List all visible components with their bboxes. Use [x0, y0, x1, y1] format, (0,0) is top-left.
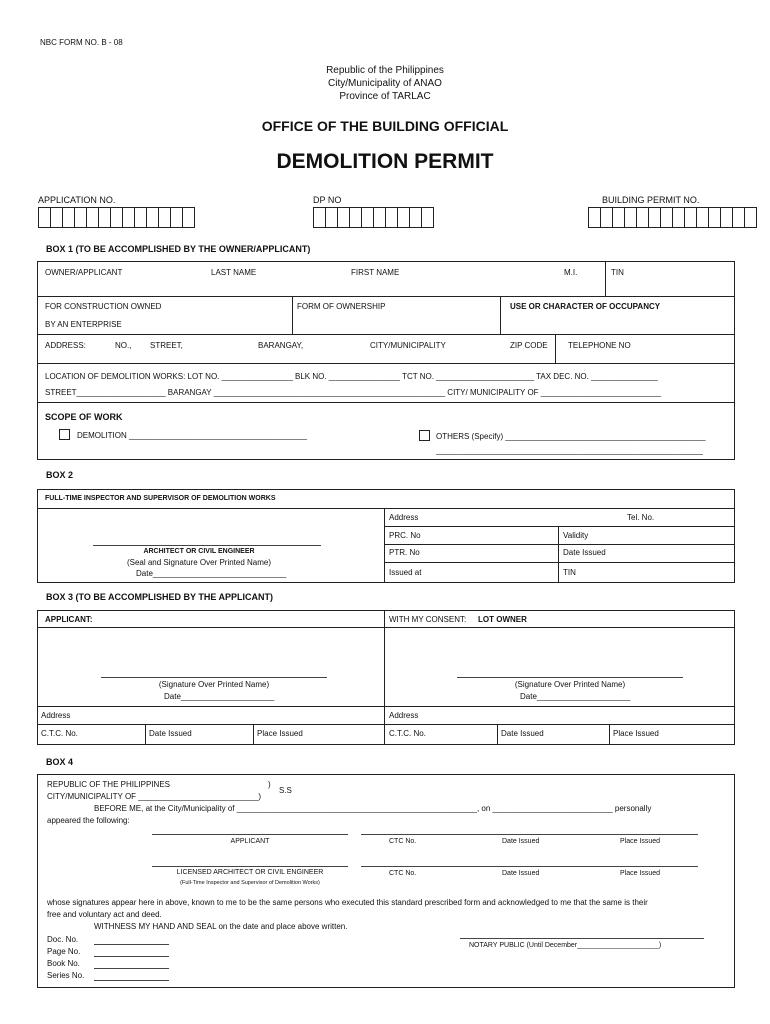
box2-title: BOX 2: [46, 470, 74, 480]
header-block: [235, 64, 535, 103]
issued-at-label: Issued at: [389, 568, 422, 577]
ptr-no-label: PTR. No: [389, 548, 420, 557]
for-construction-label: FOR CONSTRUCTION OWNED: [45, 302, 162, 311]
consent-label: WITH MY CONSENT:: [389, 615, 467, 624]
box4-applicant-label: APPLICANT: [230, 838, 270, 845]
office-title: OFFICE OF THE BUILDING OFFICIAL: [261, 118, 509, 134]
box4-licensed-label: LICENSED ARCHITECT OR CIVIL ENGINEER: [176, 869, 324, 876]
application-no-cells[interactable]: [38, 207, 195, 228]
architect-label: ARCHITECT OR CIVIL ENGINEER: [143, 548, 255, 555]
place-issued-left-label: Place Issued: [257, 729, 303, 738]
last-name-label: LAST NAME: [211, 268, 257, 277]
city-muni-label: CITY/MUNICIPALITY: [370, 341, 446, 350]
demolition-checkbox[interactable]: [59, 429, 70, 440]
applicant-label: APPLICANT:: [45, 615, 93, 624]
ctc-left-label: C.T.C. No.: [41, 729, 78, 738]
mi-label: M.I.: [564, 268, 578, 277]
box4-free: free and voluntary act and deed.: [47, 910, 162, 919]
box4-place-issued-2: Place Issued: [620, 870, 661, 877]
seal-label: (Seal and Signature Over Printed Name): [126, 558, 272, 567]
inspector-header: FULL-TIME INSPECTOR AND SUPERVISOR OF DEMOLITION WORKS: [45, 495, 276, 502]
date-issued-left-label: Date Issued: [149, 729, 192, 738]
city-text: City/Municipality of ANAO: [328, 78, 442, 89]
building-permit-no-cells[interactable]: [588, 207, 757, 228]
date-left[interactable]: Date_____________________: [164, 692, 275, 701]
republic-text: Republic of the Philippines: [326, 65, 444, 76]
building-permit-no-label: BUILDING PERMIT NO.: [602, 195, 700, 205]
place-issued-right-label: Place Issued: [613, 729, 659, 738]
street-line[interactable]: STREET____________________ BARANGAY ____________________________________________________ CITY/ MUNICIPALITY OF ___________________________: [45, 388, 661, 397]
box4-appeared: appeared the following:: [47, 816, 130, 825]
box4-paren: ): [268, 780, 271, 789]
tin-label: TIN: [611, 268, 624, 277]
zip-label: ZIP CODE: [510, 341, 548, 350]
first-name-label: FIRST NAME: [351, 268, 400, 277]
barangay-label: BARANGAY,: [258, 341, 304, 350]
others-label: OTHERS (Specify) _____________________________________________: [436, 432, 706, 441]
box4-witness: WITHNESS MY HAND AND SEAL on the date and place above written.: [94, 922, 348, 931]
box3-title: BOX 3 (TO BE ACCOMPLISHED BY THE APPLICANT): [46, 592, 274, 602]
form-number: NBC FORM NO. B - 08: [40, 38, 123, 47]
location-line[interactable]: LOCATION OF DEMOLITION WORKS: LOT NO. ________________ BLK NO. ________________ TCT NO. ______________________ TAX DEC. NO. _______________: [45, 372, 658, 381]
dp-no-cells[interactable]: [313, 207, 434, 228]
box4-title: BOX 4: [46, 757, 74, 767]
box4-before-me[interactable]: BEFORE ME, at the City/Municipality of ______________________________________________________, on ___________________________ personally: [94, 804, 652, 813]
telephone-label: TELEPHONE NO: [568, 341, 631, 350]
box1-title: BOX 1 (TO BE ACCOMPLISHED BY THE OWNER/APPLICANT): [46, 244, 311, 254]
no-label: NO.,: [115, 341, 132, 350]
notary-public-label: NOTARY PUBLIC (Until December_____________________): [469, 942, 662, 949]
doc-no-label: Doc. No.: [47, 935, 79, 944]
dp-no-label: DP NO: [313, 195, 342, 205]
address-label: ADDRESS:: [45, 341, 86, 350]
address-right-label: Address: [389, 711, 419, 720]
ctc-right-label: C.T.C. No.: [389, 729, 426, 738]
box4-ctc-no-1: CTC No.: [389, 838, 417, 845]
box4-date-issued-1: Date Issued: [502, 838, 540, 845]
box4-whose: whose signatures appear here in above, known to me to be the same persons who executed this standard prescribed form and acknowledged to me that the same is their: [47, 898, 648, 907]
use-occupancy-label: USE OR CHARACTER OF OCCUPANCY: [510, 302, 661, 311]
page-title: DEMOLITION PERMIT: [276, 150, 494, 173]
sig-left-label: (Signature Over Printed Name): [158, 680, 270, 689]
prc-no-label: PRC. No: [389, 531, 421, 540]
box4-place-issued-1: Place Issued: [620, 838, 661, 845]
scope-of-work-label: SCOPE OF WORK: [45, 412, 123, 422]
box4-date-issued-2: Date Issued: [502, 870, 540, 877]
others-line2[interactable]: ____________________________________________________________: [436, 446, 703, 455]
date-issued-right-label: Date Issued: [501, 729, 544, 738]
demolition-label: DEMOLITION ________________________________________: [77, 431, 307, 440]
series-no-label: Series No.: [47, 971, 85, 980]
others-checkbox[interactable]: [419, 430, 430, 441]
address-left-label: Address: [41, 711, 71, 720]
province-text: Province of TARLAC: [339, 91, 431, 102]
box2-tin-label: TIN: [563, 568, 576, 577]
date-right[interactable]: Date_____________________: [520, 692, 631, 701]
box4-city-of[interactable]: CITY/MUNICIPALITY OF ___________________________): [47, 792, 262, 801]
box4-ss: S.S: [279, 786, 292, 795]
application-no-label: APPLICATION NO.: [38, 195, 116, 205]
architect-date[interactable]: Date______________________________: [136, 569, 287, 578]
street-label: STREET,: [150, 341, 183, 350]
validity-label: Validity: [563, 531, 589, 540]
by-enterprise-label: BY AN ENTERPRISE: [45, 320, 122, 329]
tel-no-label: Tel. No.: [627, 513, 655, 522]
page-no-label: Page No.: [47, 947, 81, 956]
owner-applicant-label: OWNER/APPLICANT: [45, 268, 123, 277]
sig-right-label: (Signature Over Printed Name): [514, 680, 626, 689]
book-no-label: Book No.: [47, 959, 80, 968]
box4-republic: REPUBLIC OF THE PHILIPPINES: [47, 780, 170, 789]
box4-fulltime-label: (Full-Time Inspector and Supervisor of Demolition Works): [180, 880, 320, 886]
box4-ctc-no-2: CTC No.: [389, 870, 417, 877]
box2-address-label: Address: [389, 513, 419, 522]
box2-date-issued-label: Date Issued: [563, 548, 606, 557]
lot-owner-label: LOT OWNER: [478, 615, 527, 624]
form-ownership-label: FORM OF OWNERSHIP: [297, 302, 386, 311]
